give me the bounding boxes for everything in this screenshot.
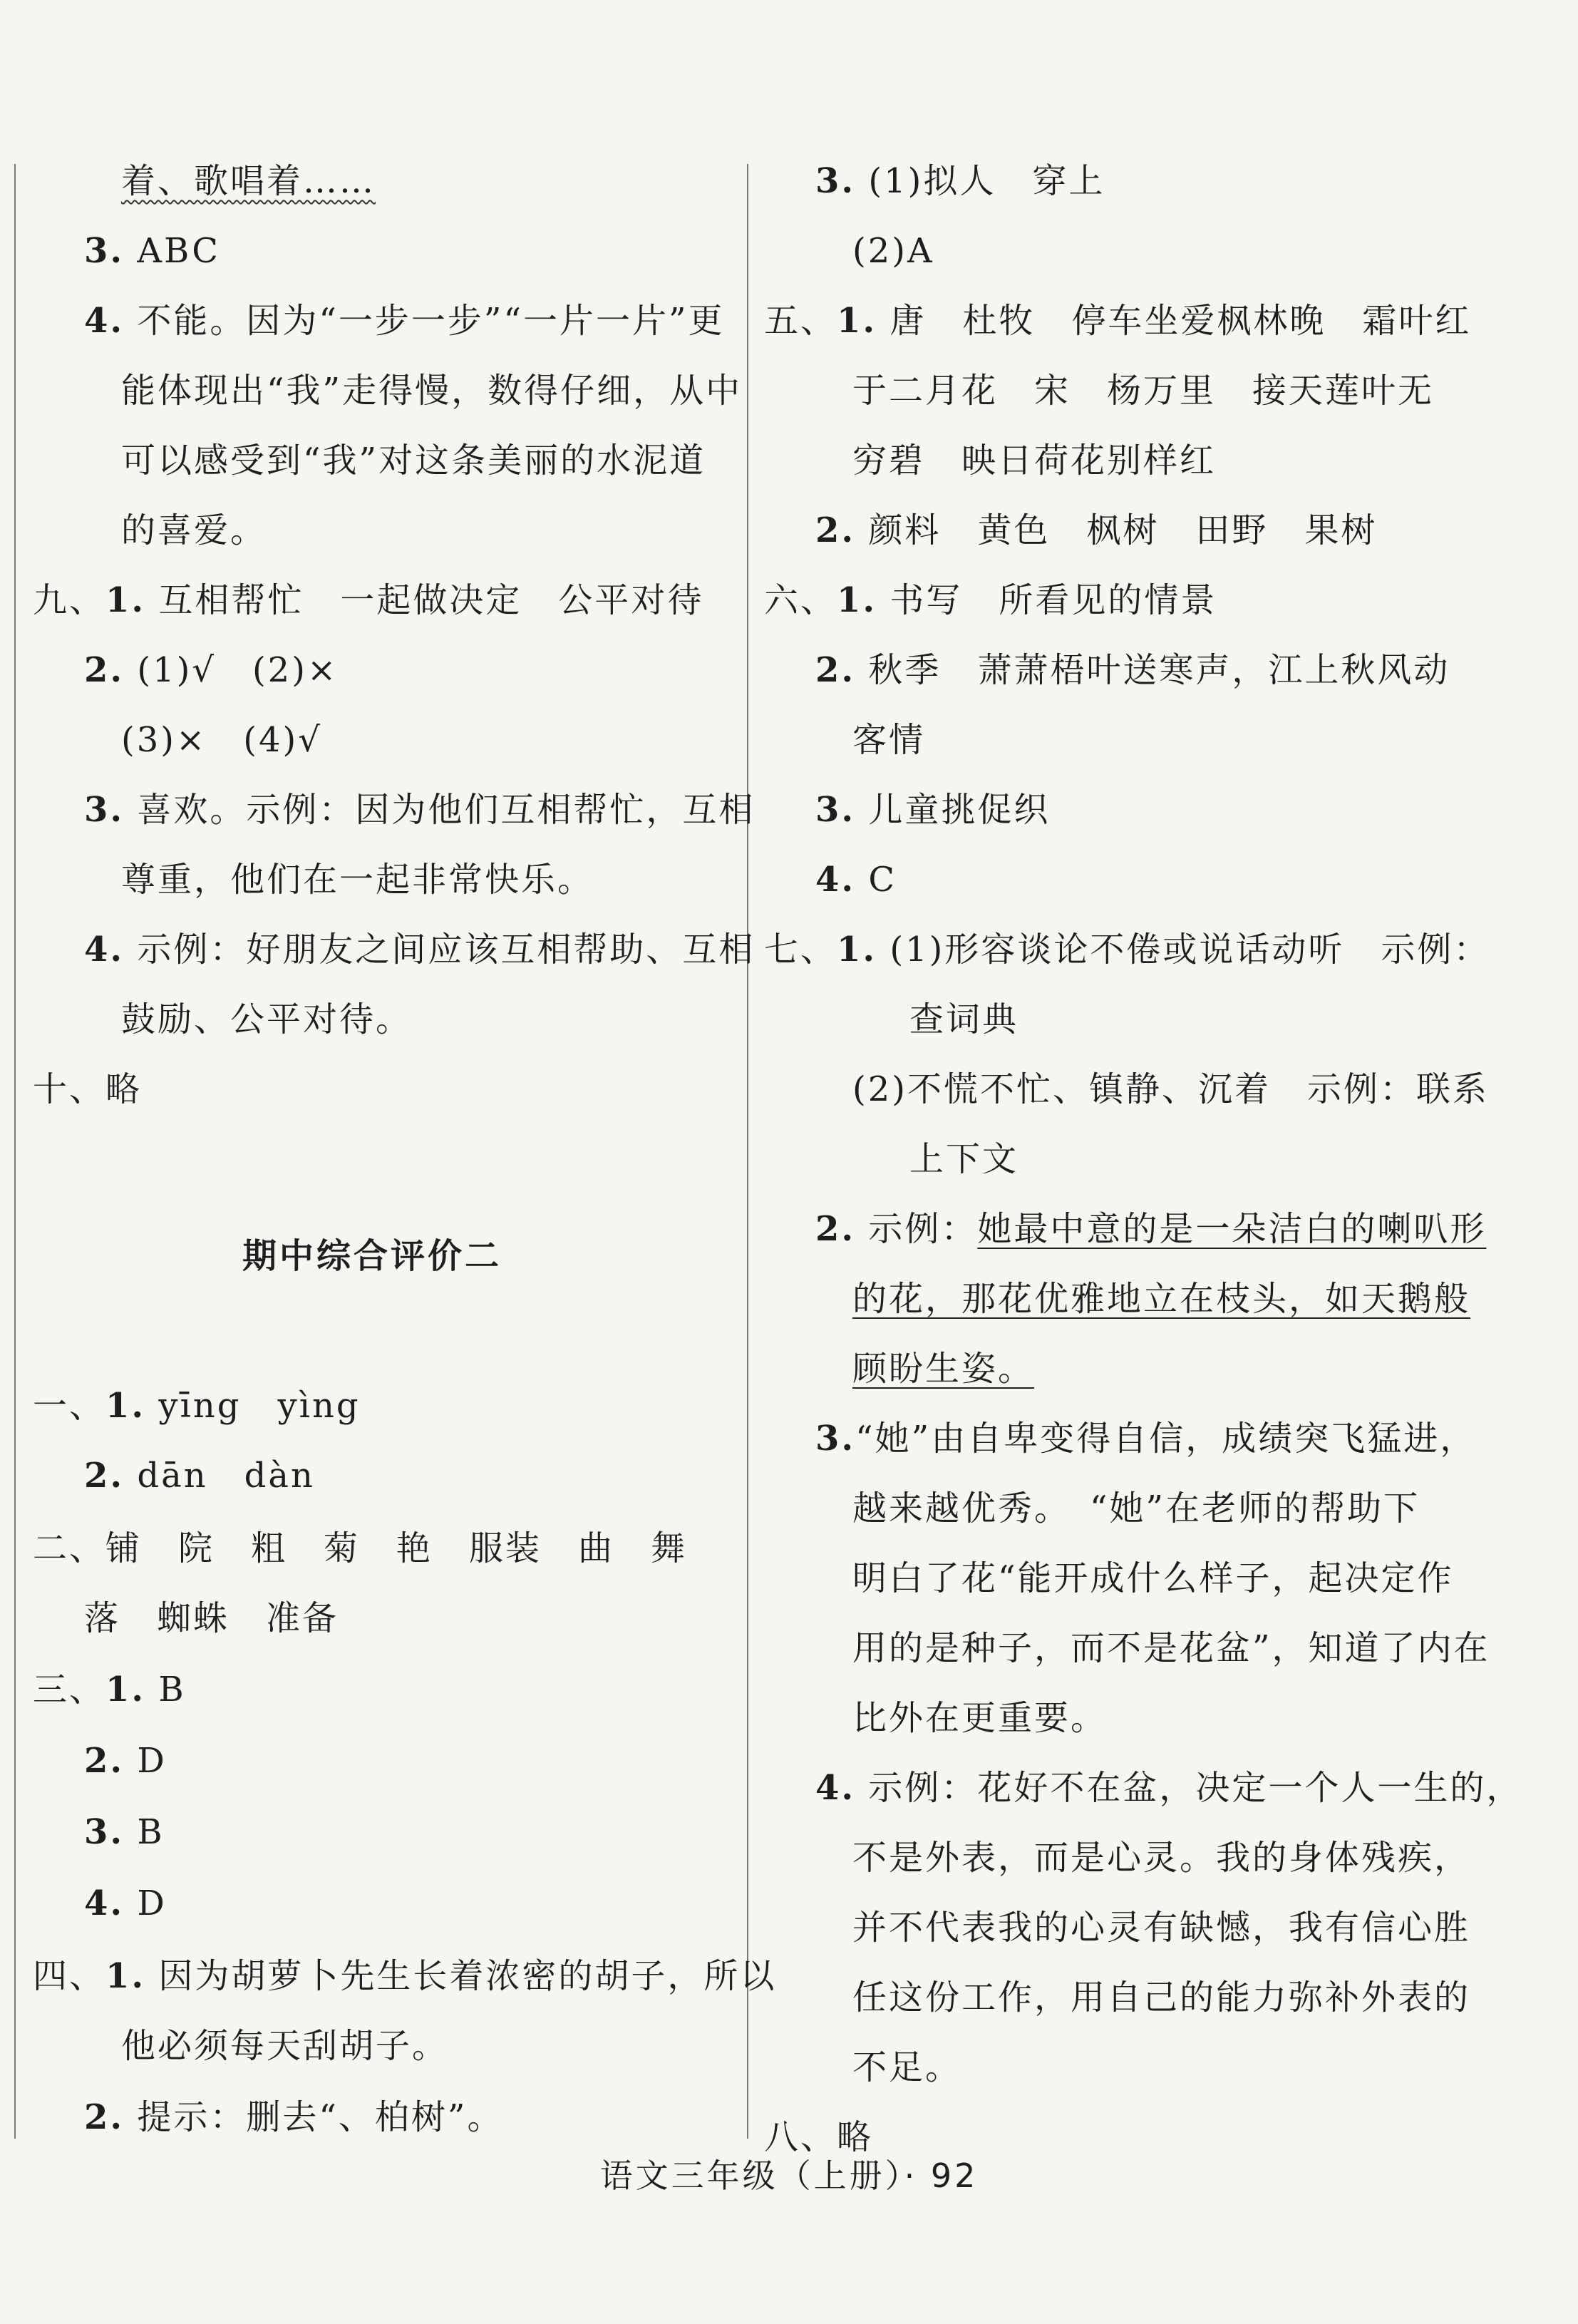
answer-line (815, 508, 1377, 553)
column-divider (747, 164, 748, 2139)
answer-line (815, 787, 1050, 833)
section-number: 五、 (764, 301, 837, 341)
item-number: 2. (84, 650, 125, 690)
answer-line: 用的是种子，而不是花盆”，知道了内在 (852, 1628, 1490, 1668)
answer-line (84, 647, 338, 693)
answer-line (815, 857, 897, 903)
answer-line (84, 228, 220, 274)
page-footer: 语文三年级（上册）· 92 (599, 2156, 979, 2195)
answer-line: (2)A (852, 231, 934, 271)
answer-text: 提示：删去“、柏树”。 (124, 2097, 504, 2137)
answer-text: (1)√ (2)× (124, 650, 339, 690)
answer-line: 任这份工作，用自己的能力弥补外表的 (852, 1978, 1471, 2017)
answer-text: 秋季 萧萧梧叶送寒声，江上秋风动 (855, 650, 1450, 690)
answer-line: 可以感受到“我”对这条美丽的水泥道 (121, 441, 706, 480)
item-number: 1. (105, 580, 146, 620)
answer-text: D (124, 1741, 167, 1781)
item-number: 1. (837, 930, 877, 970)
answer-line: 八、略 (764, 2117, 874, 2157)
item-number: 2. (84, 1456, 125, 1496)
answer-line (121, 158, 376, 204)
answer-line (84, 1809, 165, 1855)
item-number: 2. (815, 510, 856, 550)
item-number: 3. (84, 1812, 125, 1852)
answer-text: (1)形容谈论不倦或说话动听 示例： (877, 930, 1490, 970)
answer-text: “她”由自卑变得自信，成绩突飞猛进， (855, 1419, 1477, 1459)
item-number: 3. (84, 231, 125, 271)
answer-line: 二、铺 院 粗 菊 艳 服装 曲 舞 (33, 1528, 688, 1568)
answer-line: 能体现出“我”走得慢，数得仔细，从中 (121, 371, 743, 411)
answer-text: 喜欢。示例：因为他们互相帮忙，互相 (124, 790, 756, 830)
answer-line (764, 927, 1490, 972)
answer-line: 落 蜘蛛 准备 (84, 1598, 339, 1638)
answer-line (84, 1453, 315, 1498)
answer-line: 越来越优秀。 “她”在老师的帮助下 (852, 1489, 1420, 1528)
underlined-text: 顾盼生姿。 (852, 1349, 1035, 1389)
item-number: 4. (84, 930, 125, 970)
answer-line (815, 1206, 1486, 1252)
answer-line (764, 577, 1217, 623)
answer-line (815, 1765, 1522, 1811)
answer-line: (2)不慌不忙、镇静、沉着 示例：联系 (852, 1069, 1489, 1109)
column-rule-left (14, 164, 16, 2139)
item-number: 4. (815, 1768, 856, 1808)
answer-line: 十、略 (33, 1069, 143, 1109)
answer-line (815, 1416, 1476, 1461)
section-title: 期中综合评价二 (242, 1236, 502, 1276)
item-number: 2. (84, 1741, 125, 1781)
item-number: 1. (105, 1670, 146, 1709)
section-number: 九、 (33, 580, 106, 620)
answer-line (84, 787, 755, 833)
answer-line: 于二月花 宋 杨万里 接天莲叶无 (852, 371, 1435, 411)
answer-text: D (124, 1883, 167, 1923)
answer-text: dān dàn (124, 1456, 315, 1496)
answer-line (33, 1953, 776, 1999)
item-number: 1. (837, 301, 877, 341)
wavy-underlined-text: 着、歌唱着…… (121, 161, 376, 201)
section-number: 四、 (33, 1956, 106, 1996)
answer-line: 客情 (852, 720, 926, 760)
answer-line: 鼓励、公平对待。 (121, 999, 413, 1039)
answer-text: B (124, 1812, 165, 1852)
item-number: 1. (837, 580, 877, 620)
answer-text: ABC (124, 231, 220, 271)
answer-line (84, 1738, 167, 1784)
answer-line (852, 1276, 1470, 1322)
answer-text: 不能。因为“一步一步”“一片一片”更 (124, 301, 725, 341)
section-number: 一、 (33, 1386, 106, 1426)
item-number: 4. (84, 301, 125, 341)
answer-line: 明白了花“能开成什么样子，起决定作 (852, 1558, 1454, 1598)
item-number: 3. (815, 790, 856, 830)
section-number: 三、 (33, 1670, 106, 1709)
answer-text: 唐 杜牧 停车坐爱枫林晚 霜叶红 (877, 301, 1472, 341)
answer-text: B (145, 1670, 186, 1709)
answer-text: 儿童挑促织 (855, 790, 1051, 830)
answer-text: 书写 所看见的情景 (877, 580, 1217, 620)
answer-text: 示例： (855, 1209, 978, 1249)
item-number: 3. (815, 1419, 856, 1459)
answer-text: 互相帮忙 一起做决定 公平对待 (145, 580, 704, 620)
answer-line (84, 927, 755, 972)
answer-line (815, 647, 1450, 693)
answer-text: yīng yìng (145, 1386, 361, 1426)
answer-line (764, 298, 1471, 344)
answer-line (33, 1667, 186, 1712)
answer-line: (3)× (4)√ (121, 720, 322, 760)
item-number: 4. (84, 1883, 125, 1923)
answer-text: 示例：花好不在盆，决定一个人一生的， (855, 1768, 1523, 1808)
answer-line (33, 1383, 361, 1429)
answer-line: 他必须每天刮胡子。 (121, 2026, 449, 2066)
answer-text: 示例：好朋友之间应该互相帮助、互相 (124, 930, 756, 970)
answer-line: 上下文 (909, 1139, 1019, 1179)
item-number: 3. (815, 161, 856, 201)
answer-line (815, 158, 1105, 204)
answer-line (84, 1881, 167, 1926)
answer-line (33, 577, 703, 623)
answer-text: C (855, 860, 897, 900)
answer-line: 尊重，他们在一起非常快乐。 (121, 860, 594, 900)
answer-line: 查词典 (909, 999, 1019, 1039)
item-number: 3. (84, 790, 125, 830)
answer-text: (1)拟人 穿上 (855, 161, 1105, 201)
item-number: 2. (815, 1209, 856, 1249)
answer-text: 因为胡萝卜先生长着浓密的胡子，所以 (145, 1956, 777, 1996)
section-number: 七、 (764, 930, 837, 970)
underlined-text: 她最中意的是一朵洁白的喇叭形 (977, 1209, 1487, 1249)
answer-line: 的喜爱。 (121, 510, 267, 550)
answer-line (852, 1346, 1034, 1392)
underlined-text: 的花，那花优雅地立在枝头，如天鹅般 (852, 1279, 1471, 1319)
answer-line: 比外在更重要。 (852, 1698, 1108, 1738)
answer-line: 不是外表，而是心灵。我的身体残疾， (852, 1838, 1471, 1878)
answer-line: 穷碧 映日荷花别样红 (852, 441, 1217, 480)
answer-line: 不足。 (852, 2047, 962, 2087)
section-number: 六、 (764, 580, 837, 620)
answer-line: 并不代表我的心灵有缺憾，我有信心胜 (852, 1908, 1471, 1948)
item-number: 2. (815, 650, 856, 690)
item-number: 1. (105, 1386, 146, 1426)
answer-line (84, 298, 725, 344)
item-number: 2. (84, 2097, 125, 2137)
item-number: 4. (815, 860, 856, 900)
answer-text: 颜料 黄色 枫树 田野 果树 (855, 510, 1378, 550)
item-number: 1. (105, 1956, 146, 1996)
answer-line (84, 2094, 503, 2140)
